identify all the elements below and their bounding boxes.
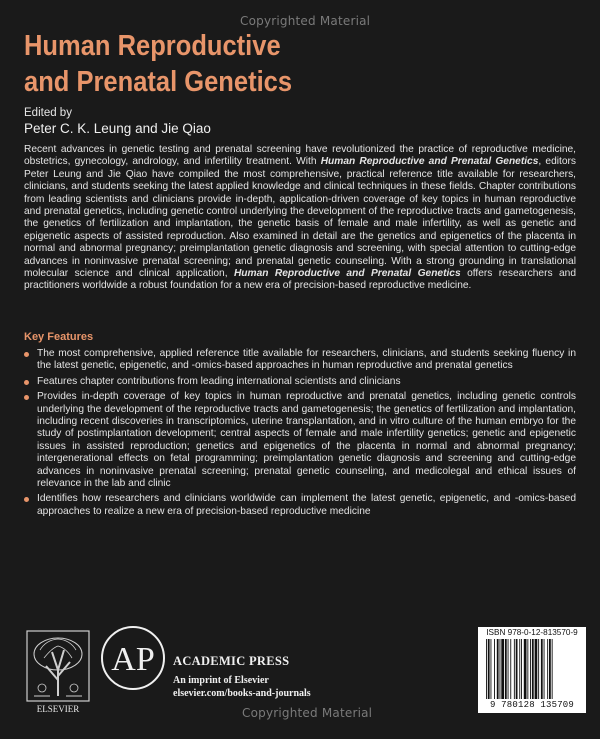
barcode-bar [544,639,545,699]
key-feature-item [24,391,576,490]
barcode-bar [501,639,504,699]
watermark-top: Copyrighted Material [240,14,371,28]
publisher-name: ACADEMIC PRESS [173,654,290,668]
editors-names: Peter C. K. Leung and Jie Qiao [24,121,211,136]
edited-by-label: Edited by [24,107,72,119]
key-feature-text: Identifies how researchers and clinicians worldwide can implement the latest genetic, epigenetic, and -omics-based approaches to realize a new era of precision-based reproductive medicine [37,493,576,517]
elsevier-wordmark: ELSEVIER [36,704,80,714]
barcode-bar [552,639,553,699]
bullet-icon [24,497,29,502]
academic-press-logo [100,625,166,691]
barcode-bar [510,639,511,699]
barcode-bar [488,639,490,699]
barcode-bar [532,639,534,699]
isbn-label: ISBN 978-0-12-813570-9 [486,628,578,637]
key-feature-text: Provides in-depth coverage of key topics in human reproductive and prenatal genetics, including genetic controls underlying the development of the reproductive tracts and gametogenesis; the genetics of fertilization and implantation, including recent discoveries in transcriptomics, uterine transplantation, and in vitro culture of the human embryo for the study of postimplantation development; central aspects of female and male infertility genetics; genetic and epigenetic issues in assisted reproduction; genetics and epigenetics of the placenta in normal and abnormal pregnancy; intergenerational effects on fetal programming; preimplantation genetic diagnosis and screening and cutting-edge advances in noninvasive prenatal screening; prenatal genetic counseling, and medicolegal and ethical issues of relevance in the lab and clinic [37,391,576,490]
description-title-reference: Human Reproductive and Prenatal Genetics [320,156,539,168]
barcode-bar [521,639,522,699]
key-feature-item [24,376,576,388]
key-feature-item [24,493,576,518]
key-feature-item [24,348,576,373]
barcode-bar [524,639,527,699]
barcode-bar [497,639,499,699]
barcode-bar [538,639,539,699]
publisher-imprint: An imprint of Elsevier [173,675,269,686]
bullet-icon [24,352,29,357]
key-feature-text: The most comprehensive, applied reference title available for researchers, clinicians, and students seeking fluency in the latest genetic, epigenetic, and -omics-based approaches in human reproductive and prenatal genetics [37,348,576,372]
barcode-bar [530,639,531,699]
description-part-3: offers researchers and practitioners worldwide a robust foundation for a new era of precision-based reproductive medicine. [24,268,577,292]
publisher-url: elsevier.com/books-and-journals [173,688,311,699]
barcode-bar [549,639,551,699]
key-features-list [24,348,576,521]
barcode-bar [500,639,501,699]
barcode-bar [535,639,538,699]
barcode-bar [494,639,495,699]
barcode-bar [519,639,520,699]
barcode-bar [508,639,509,699]
isbn-digits: 9 780128 135709 [489,700,574,710]
barcode-bar [514,639,515,699]
ap-monogram: AP [111,641,155,678]
barcode-bar [516,639,518,699]
key-features-heading: Key Features [24,331,94,343]
barcode-image [484,639,580,699]
barcode-bar [547,639,548,699]
book-description [24,144,576,293]
barcode-bar [486,639,487,699]
isbn-barcode-box [478,627,586,713]
key-feature-text: Features chapter contributions from leading international scientists and clinicians [37,375,401,387]
barcode-bar [527,639,528,699]
barcode-bar [491,639,492,699]
barcode-bar [505,639,507,699]
watermark-bottom: Copyrighted Material [242,706,373,720]
bullet-icon [24,395,29,400]
book-title-line-2: and Prenatal Genetics [24,66,293,98]
elsevier-logo [26,630,90,716]
description-part-2: , editors Peter Leung and Jie Qiao have compiled the most comprehensive, practical reference title available for researchers, clinicians, and students seeking the latest applied knowledge and clinical techniques in these fields. Chapter contributions from leading scientists and clinicians provide in-depth, application-driven coverage of key topics in human reproductive and prenatal genetics, including genetic control underlying the development of the reproductive tracts and gametogenesis, the genetics of fertilization and implantation, the genetic basis of female and male infertility, as well as genetic and epigenetic aspects of assisted reproduction. Also examined in detail are the genetics and epigenetics of the placenta in normal and abnormal pregnancy; preimplantation genetic diagnosis and screening, with special attention to cutting-edge advances in noninvasive prenatal screening; and prenatal genetic counseling. With a strong grounding in translational molecular science and clinical application, [24,156,576,280]
bullet-icon [24,380,29,385]
barcode-bar [541,639,543,699]
description-title-reference-2: Human Reproductive and Prenatal Genetics [233,268,461,280]
book-title [24,28,292,100]
book-title-line-1: Human Reproductive [24,30,281,62]
description-part-1: Recent advances in genetic testing and prenatal screening have revolutionized the practice of reproductive medicine, obstetrics, gynecology, andrology, and infertility treatment. With [24,144,576,168]
